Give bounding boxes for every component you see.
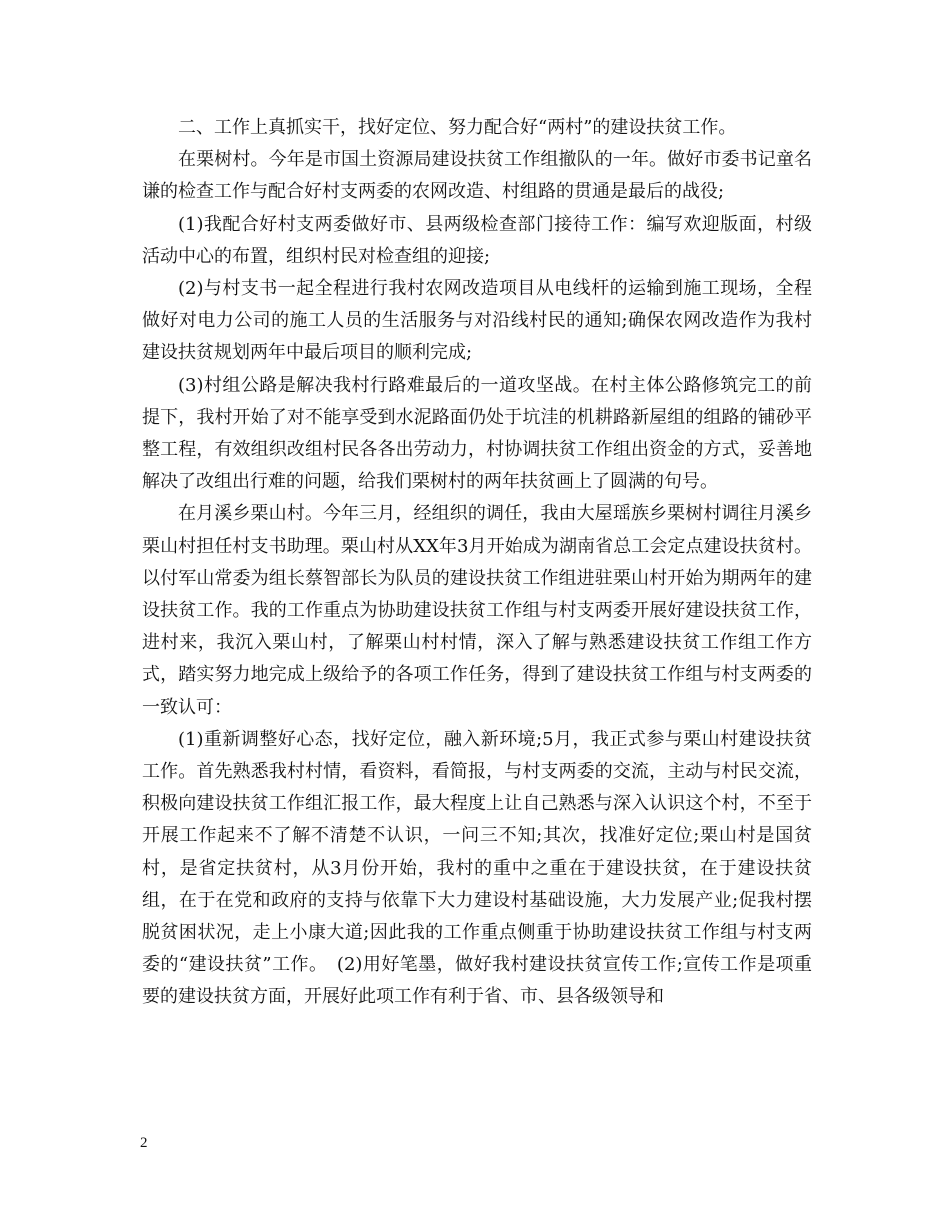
document-body [142,112,812,1014]
paragraph: (2)与村支书一起全程进行我村农网改造项目从电线杆的运输到施工现场，全程做好对电力公司的施工人员的生活服务与对沿线村民的通知;确保农网改造作为我村建设扶贫规划两年中最后项目的顺利完成; [142,278,812,364]
page-number: 2 [140,1135,148,1151]
paragraph: (1)重新调整好心态，找好定位，融入新环境;5月，我正式参与栗山村建设扶贫工作。首先熟悉我村村情，看资料，看简报，与村支两委的交流，主动与村民交流，积极向建设扶贫工作组汇报工作，最大程度上让自己熟悉与深入认识这个村，不至于开展工作起来不了解不清楚不认识，一问三不知;其次，找准好定位;栗山村是国贫村，是省定扶贫村，从3月份开始，我村的重中之重在于建设扶贫，在于建设扶贫组，在于在党和政府的支持与依靠下大力建设村基础设施，大力发展产业;促我村摆脱贫困状况，走上小康大道;因此我的工作重点侧重于协助建设扶贫工作组与村支两委的“建设扶贫”工作。 (2)用好笔墨，做好我村建设扶贫宣传工作;宣传工作是项重要的建设扶贫方面，开展好此项工作有利于省、市、县各级领导和 [142,728,812,1008]
paragraph-heading: 二、工作上真抓实干，找好定位、努力配合好“两村”的建设扶贫工作。 [178,117,737,138]
paragraph: 在月溪乡栗山村。今年三月，经组织的调任，我由大屋瑶族乡栗树村调往月溪乡栗山村担任村支书助理。栗山村从XX年3月开始成为湖南省总工会定点建设扶贫村。以付军山常委为组长蔡智部长为队员的建设扶贫工作组进驻栗山村开始为期两年的建设扶贫工作。我的工作重点为协助建设扶贫工作组与村支两委开展好建设扶贫工作，进村来，我沉入栗山村，了解栗山村村情，深入了解与熟悉建设扶贫工作组工作方式，踏实努力地完成上级给予的各项工作任务，得到了建设扶贫工作组与村支两委的一致认可： [142,503,812,718]
paragraph: (3)村组公路是解决我村行路难最后的一道攻坚战。在村主体公路修筑完工的前提下，我村开始了对不能享受到水泥路面仍处于坑洼的机耕路新屋组的组路的铺砂平整工程，有效组织改组村民各各出劳动力，村协调扶贫工作组出资金的方式，妥善地解决了改组出行难的问题，给我们栗树村的两年扶贫画上了圆满的句号。 [142,374,812,493]
paragraph: 在栗树村。今年是市国土资源局建设扶贫工作组撤队的一年。做好市委书记童名谦的检查工作与配合好村支两委的农网改造、村组路的贯通是最后的战役; [142,149,812,203]
paragraph: (1)我配合好村支两委做好市、县两级检查部门接待工作：编写欢迎版面，村级活动中心的布置，组织村民对检查组的迎接; [142,213,812,267]
